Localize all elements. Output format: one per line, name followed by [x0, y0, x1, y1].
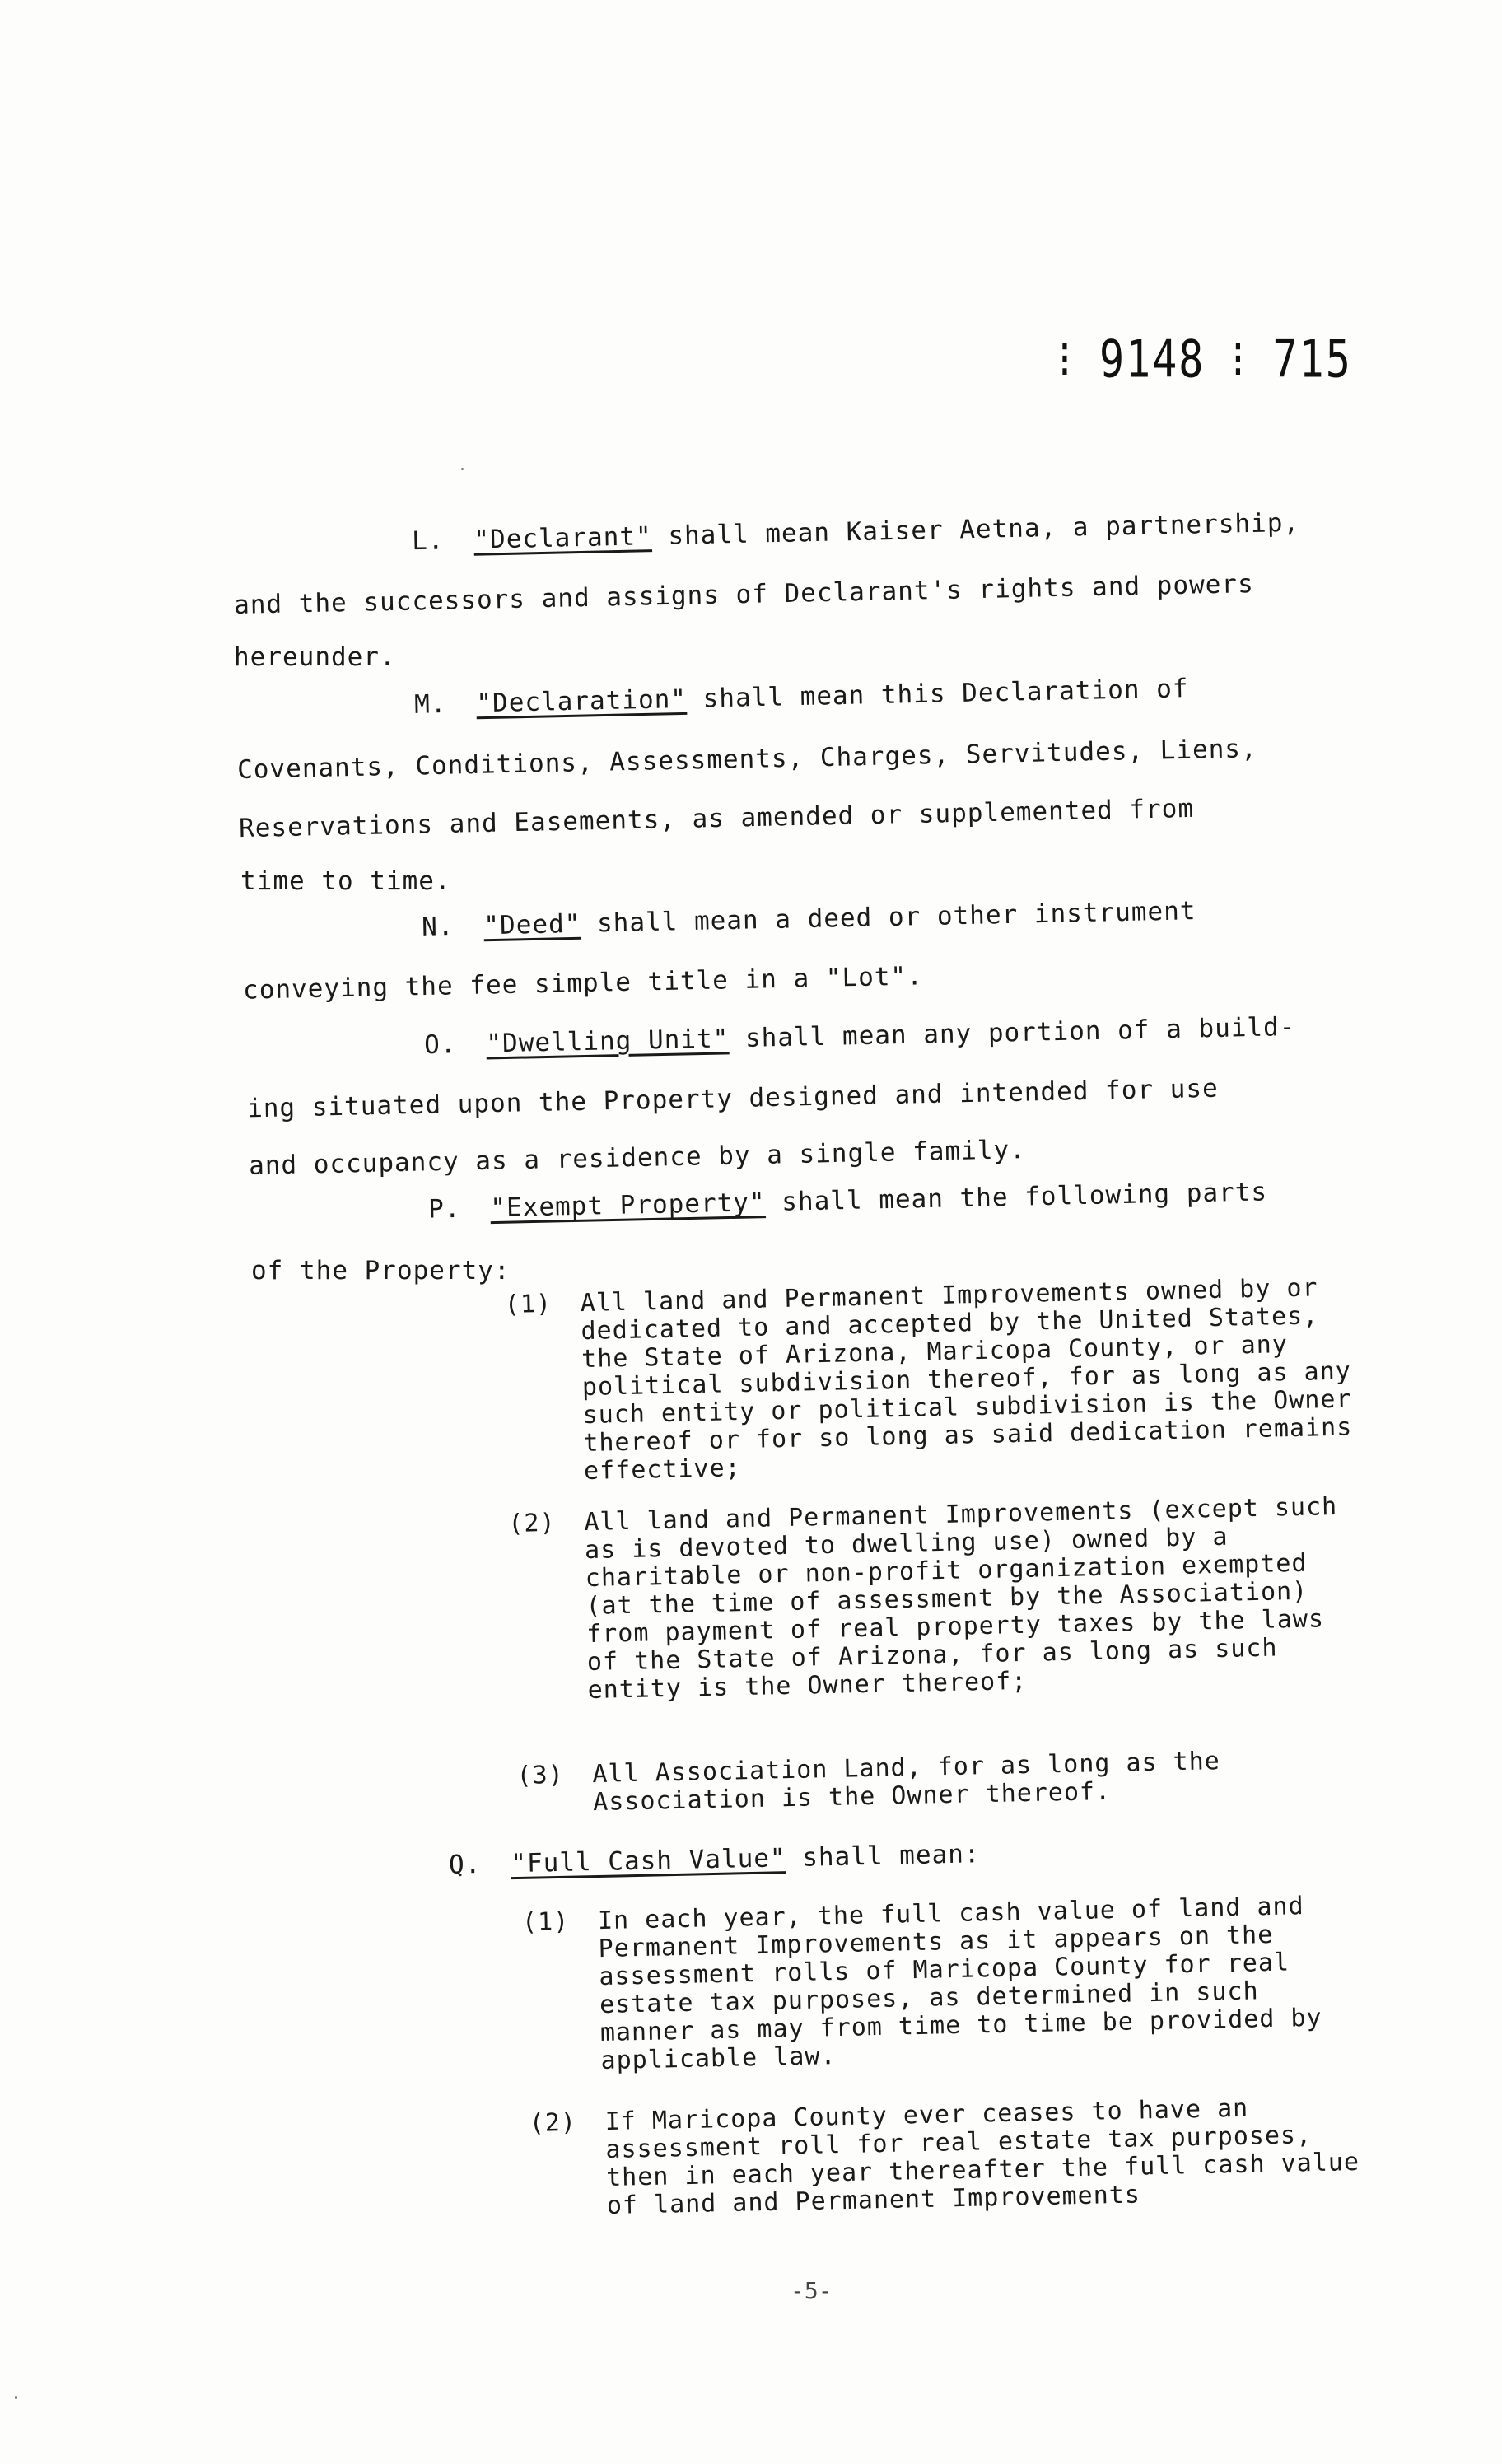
- item-text: In each year, the full cash value of land and Permanent Improvements as it appears on the assessment rolls of Maricopa County for real estate tax purposes, as determined in such manner as may from time to time be provided by applicable law.: [597, 1892, 1322, 2076]
- definition-label: P.: [427, 1193, 461, 1225]
- item-text: All land and Permanent Improvements owned by or dedicated to and accepted by the United States, the State of Arizona, Maricopa County, or any political subdivision thereof, for as long as any such entity or political subdivision is the Owner thereof or for so long as said dedication remains effective;: [580, 1273, 1353, 1486]
- definition-o-line2: ing situated upon the Property designed and intended for use: [246, 1073, 1220, 1124]
- item-number: (2): [508, 1508, 556, 1539]
- definition-m: [414, 674, 1189, 720]
- defined-term: "Declaration": [476, 684, 688, 719]
- definition-q: [449, 1839, 981, 1880]
- definition-m-line2: Covenants, Conditions, Assessments, Charges, Servitudes, Liens,: [236, 734, 1258, 785]
- definition-label: N.: [421, 912, 455, 942]
- definition-text: shall mean any portion of a build-: [744, 1011, 1296, 1053]
- definition-o: [424, 1012, 1296, 1060]
- definition-p-line2: of the Property:: [251, 1256, 511, 1286]
- definition-n-line2: conveying the fee simple title in a "Lot".: [242, 961, 924, 1006]
- exempt-item-2: [508, 1491, 1338, 1741]
- definition-label: Q.: [448, 1849, 482, 1880]
- defined-term: "Full Cash Value": [511, 1843, 786, 1879]
- definition-text: shall mean Kaiser Aetna, a partnership,: [667, 507, 1300, 551]
- item-number: (1): [504, 1289, 553, 1320]
- item-number: (3): [516, 1760, 565, 1791]
- page-number: -5-: [791, 2277, 833, 2304]
- full-cash-value-item-1: [521, 1892, 1322, 2090]
- item-number: (1): [521, 1906, 570, 1938]
- definition-p: [428, 1177, 1268, 1224]
- definition-l: [412, 508, 1300, 557]
- definition-text: shall mean a deed or other instrument: [596, 896, 1196, 939]
- definition-o-line3: and occupancy as a residence by a single family.: [248, 1135, 1027, 1181]
- defined-term: "Exempt Property": [490, 1188, 767, 1224]
- exempt-item-3: [516, 1747, 1221, 1828]
- defined-term: "Dwelling Unit": [486, 1024, 730, 1059]
- definition-m-line3: Reservations and Easements, as amended or supplemented from: [238, 793, 1195, 844]
- scan-speck: [15, 2396, 17, 2399]
- definition-l-line2: and the successors and assigns of Declarant's rights and powers: [233, 569, 1255, 620]
- scan-speck: [461, 468, 464, 470]
- defined-term: "Deed": [483, 908, 581, 941]
- item-text: All land and Permanent Improvements (except such as is devoted to dwelling use) owned by a charitable or non-profit organization exempted (at the time of assessment by the Association) from payment of real property taxes by the laws of the State of Arizona, for as long as such entity is the Owner thereof;: [584, 1491, 1338, 1706]
- item-number: (2): [529, 2107, 577, 2139]
- definition-label: O.: [423, 1029, 457, 1061]
- exempt-item-1: [504, 1273, 1353, 1489]
- definition-m-line4: time to time.: [240, 866, 451, 896]
- definition-text: shall mean this Declaration of: [702, 674, 1189, 714]
- definition-label: M.: [413, 689, 447, 720]
- definition-n: [422, 896, 1196, 942]
- definition-l-line3: hereunder.: [234, 642, 396, 672]
- full-cash-value-item-2: [529, 2093, 1360, 2233]
- item-text: If Maricopa County ever ceases to have an assessment roll for real estate tax purposes, then in each year thereafter the full cash value of land and Permanent Improvements: [604, 2093, 1360, 2221]
- definition-text: shall mean:: [801, 1839, 981, 1873]
- defined-term: "Declarant": [473, 521, 653, 555]
- definition-label: L.: [411, 525, 445, 557]
- definition-text: shall mean the following parts: [781, 1177, 1268, 1217]
- item-text: All Association Land, for as long as the Association is the Owner thereof.: [592, 1747, 1221, 1818]
- record-number: ⁝ 9148 ⁝ 715: [1058, 329, 1352, 390]
